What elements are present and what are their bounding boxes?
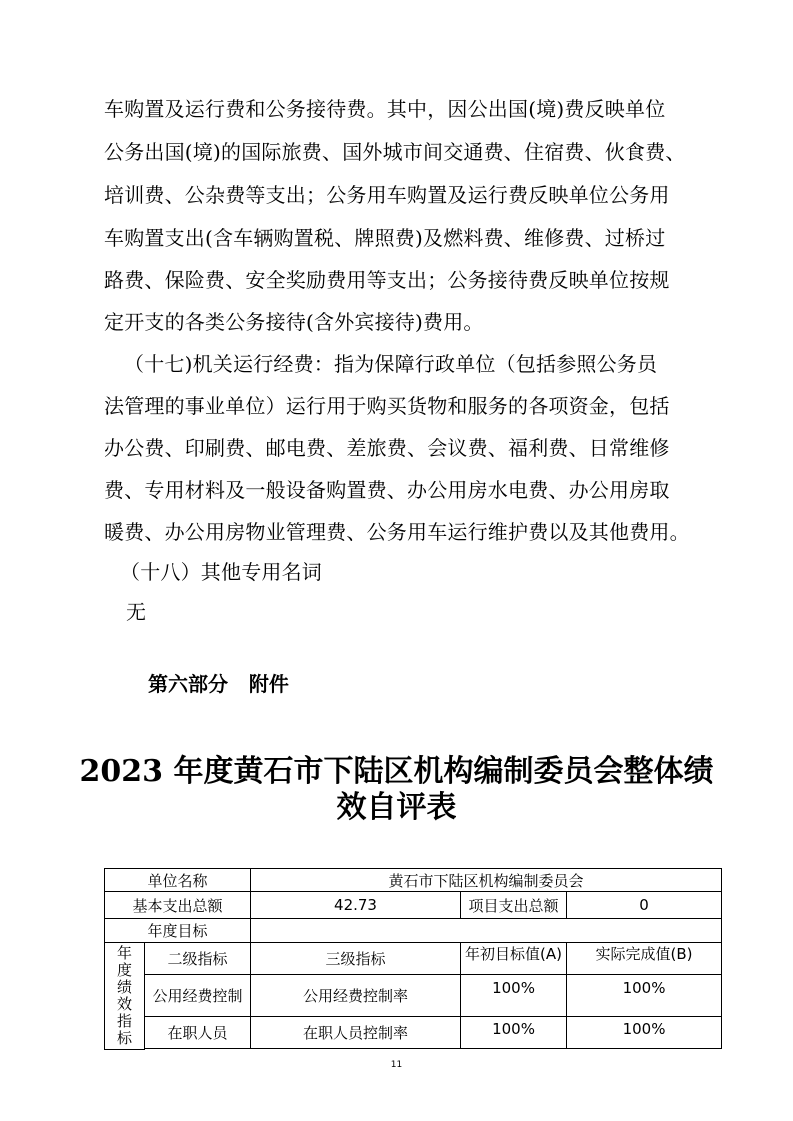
body-line: 无 bbox=[126, 600, 147, 624]
performance-table bbox=[104, 868, 722, 1050]
column-header-actual: 实际完成值(B) bbox=[567, 943, 722, 975]
column-header-level2: 二级指标 bbox=[145, 943, 251, 975]
document-title-continued: 效自评表 bbox=[336, 790, 457, 825]
basic-expense-label: 基本支出总额 bbox=[105, 892, 251, 919]
section-heading: 第六部分 附件 bbox=[148, 672, 289, 696]
body-line: 定开支的各类公务接待(含外宾接待)费用。 bbox=[104, 310, 484, 334]
body-line: 车购置支出(含车辆购置税、牌照费)及燃料费、维修费、过桥过 bbox=[104, 226, 666, 250]
table-header-row bbox=[105, 943, 722, 975]
side-label-char: 绩 bbox=[116, 977, 132, 996]
cut-cell bbox=[251, 1049, 461, 1050]
side-label-char: 指 bbox=[116, 1011, 132, 1030]
body-line: 车购置及运行费和公务接待费。其中，因公出国(境)费反映单位 bbox=[104, 97, 666, 121]
target-value: 100% bbox=[461, 1017, 567, 1049]
basic-expense-value: 42.73 bbox=[251, 892, 461, 919]
table-row bbox=[105, 869, 722, 892]
level2-indicator: 在职人员 bbox=[145, 1017, 251, 1049]
level3-indicator: 公用经费控制率 bbox=[251, 975, 461, 1017]
column-header-level3: 三级指标 bbox=[251, 943, 461, 975]
document-title: 2023 年度黄石市下陆区机构编制委员会整体绩 bbox=[79, 754, 714, 789]
body-line: 费、专用材料及一般设备购置费、办公用房水电费、办公用房取 bbox=[104, 478, 670, 502]
side-label-char: 度 bbox=[116, 960, 132, 979]
side-label-char: 标 bbox=[116, 1028, 132, 1047]
body-line: 公务出国(境)的国际旅费、国外城市间交通费、住宿费、伙食费、 bbox=[104, 140, 686, 164]
table-row bbox=[105, 892, 722, 919]
table-row bbox=[105, 919, 722, 943]
body-line: 路费、保险费、安全奖励费用等支出；公务接待费反映单位按规 bbox=[104, 268, 670, 292]
body-line: （十七)机关运行经费：指为保障行政单位（包括参照公务员 bbox=[124, 352, 658, 376]
annual-goal-label: 年度目标 bbox=[105, 919, 251, 943]
body-line: 暖费、办公用房物业管理费、公务用车运行维护费以及其他费用。 bbox=[104, 520, 690, 544]
project-expense-label: 项目支出总额 bbox=[461, 892, 567, 919]
table-row bbox=[105, 975, 722, 1017]
body-line: 办公费、印刷费、邮电费、差旅费、会议费、福利费、日常维修 bbox=[104, 436, 670, 460]
table-row-cut-off bbox=[105, 1049, 722, 1050]
body-line: 培训费、公杂费等支出；公务用车购置及运行费反映单位公务用 bbox=[104, 183, 670, 207]
body-line: （十八）其他专用名词 bbox=[120, 560, 322, 584]
performance-indicator-side-label bbox=[105, 943, 145, 1050]
unit-name-value: 黄石市下陆区机构编制委员会 bbox=[251, 869, 722, 892]
column-header-target: 年初目标值(A) bbox=[461, 943, 567, 975]
cut-cell bbox=[461, 1049, 567, 1050]
table-row bbox=[105, 1017, 722, 1049]
level3-indicator: 在职人员控制率 bbox=[251, 1017, 461, 1049]
annual-goal-value bbox=[251, 919, 722, 943]
page-number: 11 bbox=[390, 1060, 403, 1070]
unit-name-label: 单位名称 bbox=[105, 869, 251, 892]
side-label-char: 效 bbox=[116, 994, 132, 1013]
actual-value: 100% bbox=[567, 1017, 722, 1049]
project-expense-value: 0 bbox=[567, 892, 722, 919]
target-value: 100% bbox=[461, 975, 567, 1017]
cut-cell bbox=[567, 1049, 722, 1050]
level2-indicator: 公用经费控制 bbox=[145, 975, 251, 1017]
cut-cell bbox=[145, 1049, 251, 1050]
actual-value: 100% bbox=[567, 975, 722, 1017]
side-label-char: 年 bbox=[116, 943, 132, 962]
body-line: 法管理的事业单位）运行用于购买货物和服务的各项资金，包括 bbox=[104, 394, 670, 418]
